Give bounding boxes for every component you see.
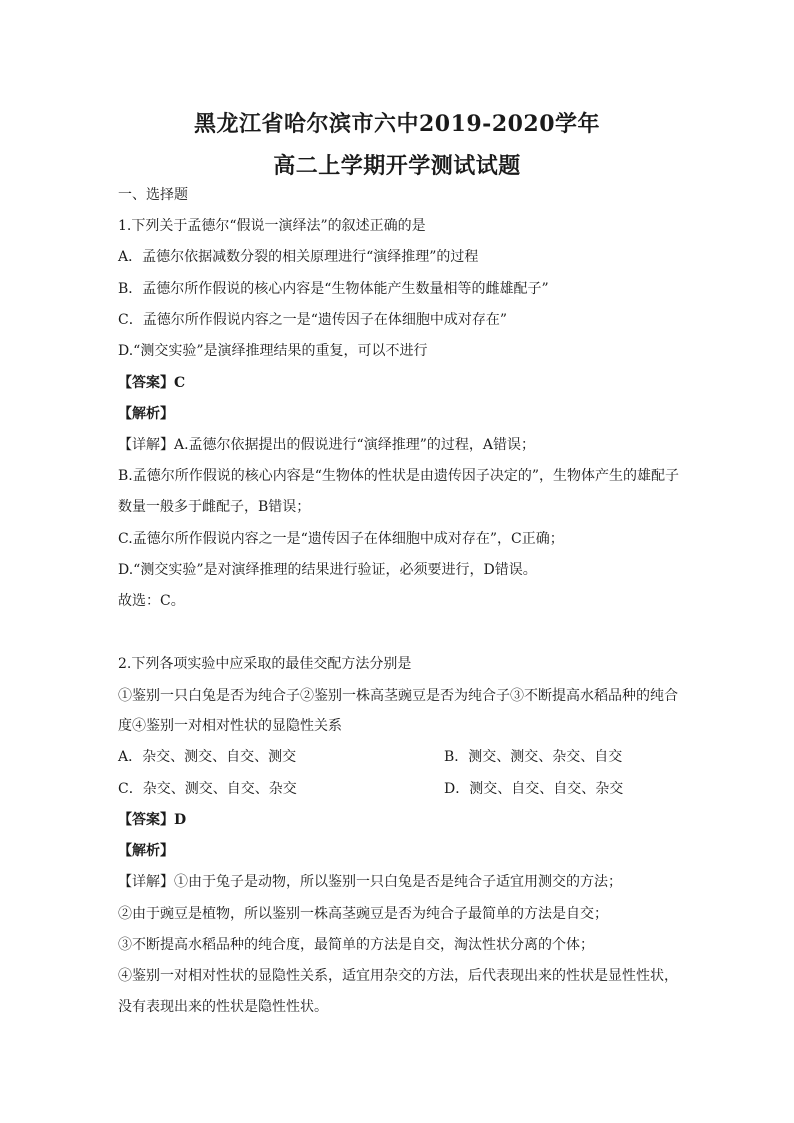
q1-stem: 1.下列关于孟德尔“假说一演绎法”的叙述正确的是 bbox=[118, 218, 426, 234]
q2-analysis-label: 【解析】 bbox=[118, 843, 174, 859]
q1-option-d: D.“测交实验”是演绎推理结果的重复，可以不进行 bbox=[118, 343, 428, 359]
q1-analysis-label: 【解析】 bbox=[118, 406, 174, 422]
q1-answer: 【答案】C bbox=[118, 375, 186, 391]
q2-option-c: C．杂交、测交、自交、杂交 bbox=[118, 781, 297, 797]
q2-option-b: B．测交、测交、杂交、自交 bbox=[444, 749, 623, 765]
q2-detail-line: 没有表现出来的性状是隐性性状。 bbox=[118, 999, 328, 1015]
q2-detail-line: 【详解】①由于兔子是动物，所以鉴别一只白兔是否是纯合子适宜用测交的方法； bbox=[118, 874, 622, 890]
q1-option-a: A．孟德尔依据减数分裂的相关原理进行“演绎推理”的过程 bbox=[118, 249, 479, 265]
q1-detail-line: 故选：C。 bbox=[118, 593, 185, 609]
q2-detail-line: ③不断提高水稻品种的纯合度，最简单的方法是自交，淘汰性状分离的个体； bbox=[118, 937, 594, 953]
q1-detail-line: B.孟德尔所作假说的核心内容是“生物体的性状是由遗传因子决定的”，生物体产生的雄配子 bbox=[118, 468, 680, 484]
q1-detail-line: D.“测交实验”是对演绎推理的结果进行验证，必须要进行，D错误。 bbox=[118, 562, 537, 578]
q2-detail-line: ④鉴别一对相对性状的显隐性关系，适宜用杂交的方法，后代表现出来的性状是显性性状， bbox=[118, 968, 678, 984]
q2-detail-line: ②由于豌豆是植物，所以鉴别一株高茎豌豆是否为纯合子最简单的方法是自交； bbox=[118, 906, 608, 922]
q2-option-a: A．杂交、测交、自交、测交 bbox=[118, 749, 297, 765]
q2-stem-line: 度④鉴别一对相对性状的显隐性关系 bbox=[118, 718, 342, 734]
q1-option-b: B．孟德尔所作假说的核心内容是“生物体能产生数量相等的雌雄配子” bbox=[118, 281, 549, 297]
q2-stem-line: ①鉴别一只白兔是否为纯合子②鉴别一株高茎豌豆是否为纯合子③不断提高水稻品种的纯合 bbox=[118, 688, 678, 704]
q1-option-c: C．孟德尔所作假说内容之一是“遗传因子在体细胞中成对存在” bbox=[118, 312, 508, 328]
q1-detail-line: 【详解】A.孟德尔依据提出的假说进行“演绎推理”的过程，A错误； bbox=[118, 437, 535, 453]
q1-detail-line: 数量一般多于雌配子，B错误； bbox=[118, 499, 311, 515]
q2-option-d: D．测交、自交、自交、杂交 bbox=[444, 781, 624, 797]
q2-answer: 【答案】D bbox=[118, 812, 187, 828]
document-title: 黑龙江省哈尔滨市六中2019-2020学年 bbox=[193, 111, 601, 137]
section-heading: 一、选择题 bbox=[118, 187, 188, 203]
q1-detail-line: C.孟德尔所作假说内容之一是“遗传因子在体细胞中成对存在”，C正确； bbox=[118, 531, 564, 547]
document-subtitle: 高二上学期开学测试试题 bbox=[273, 153, 521, 179]
q2-stem: 2.下列各项实验中应采取的最佳交配方法分别是 bbox=[118, 656, 412, 672]
